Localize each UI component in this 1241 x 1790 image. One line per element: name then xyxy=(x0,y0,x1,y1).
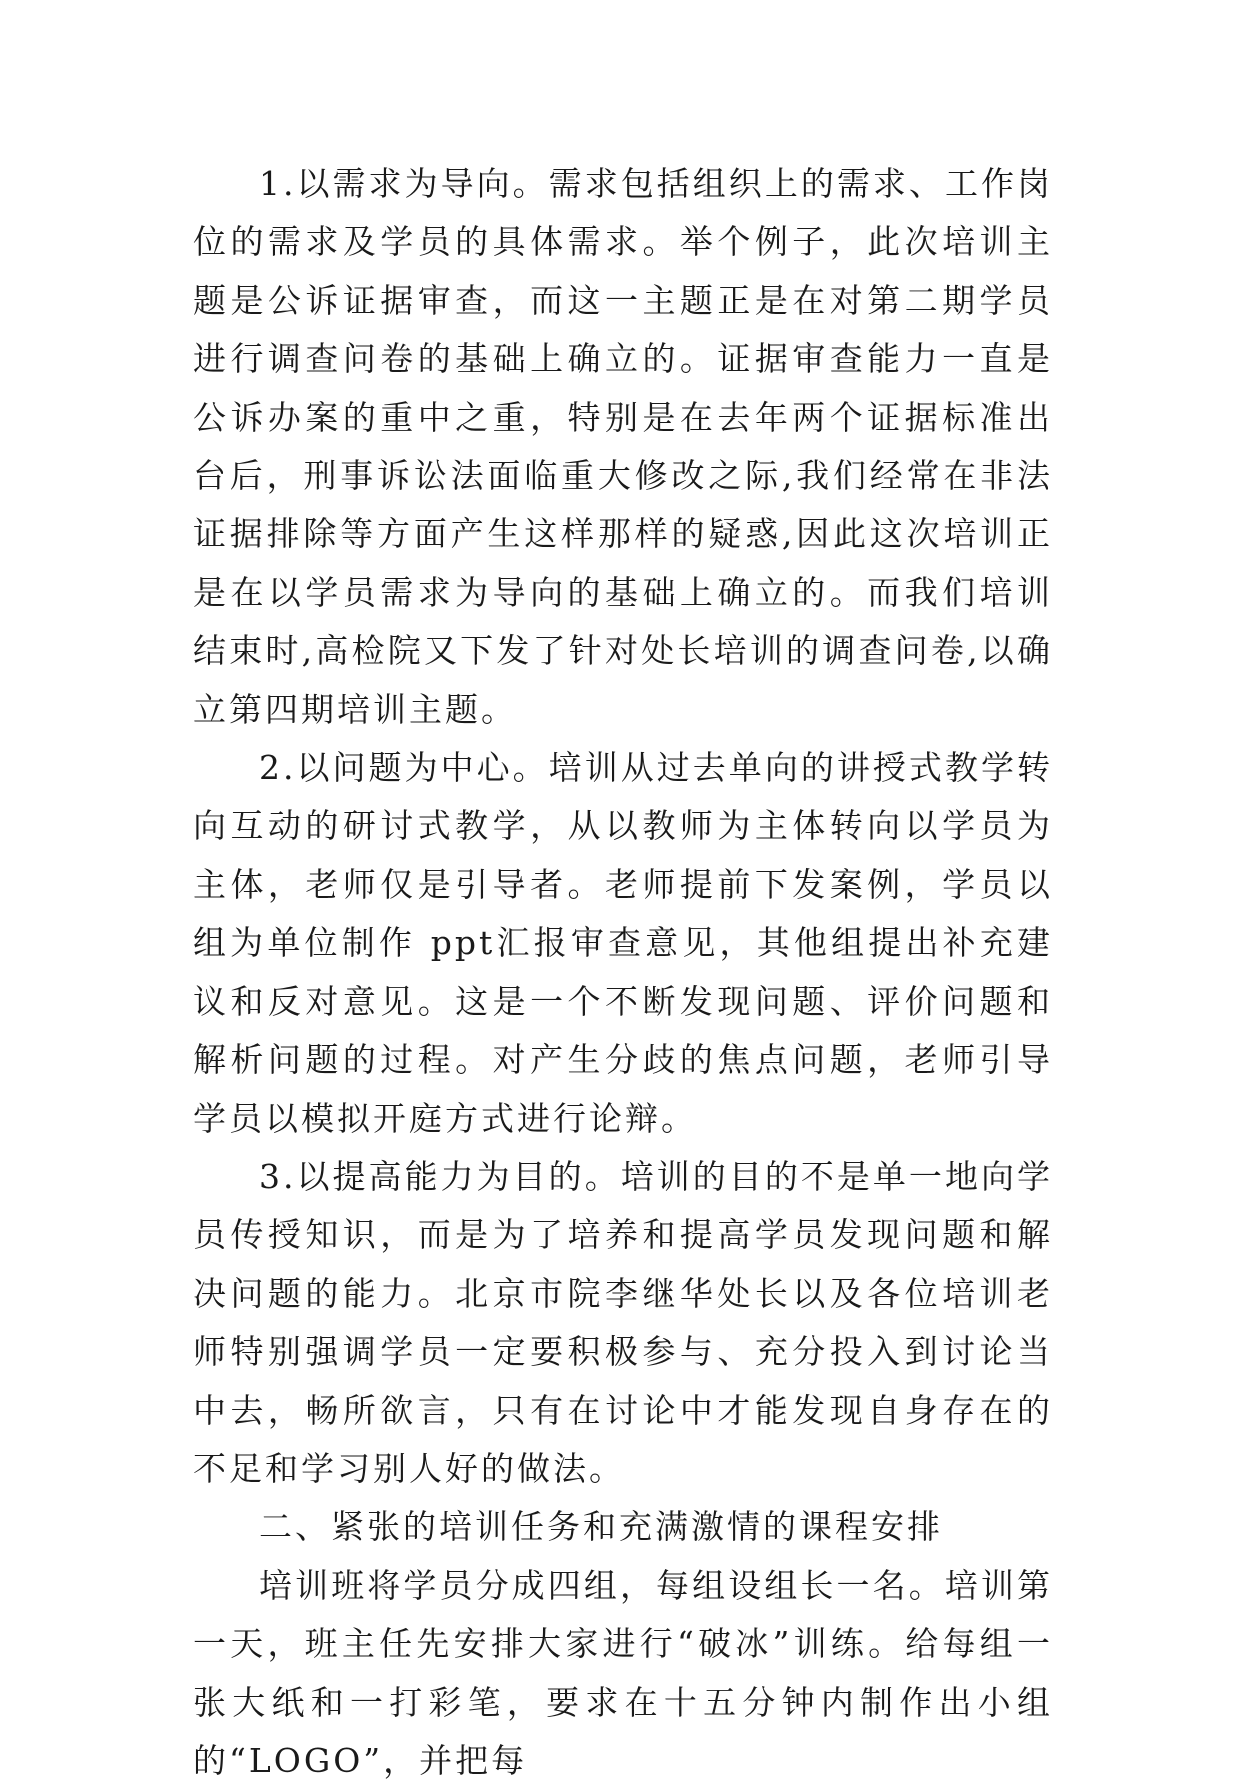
paragraph-ability-goal: 3.以提高能力为目的。培训的目的不是单一地向学员传授知识，而是为了培养和提高学员发现问题和解决问题的能力。北京市院李继华处长以及各位培训老师特别强调学员一定要积极参与、充分投入到讨论当中去，畅所欲言，只有在讨论中才能发现自身存在的不足和学习别人好的做法。 xyxy=(193,1156,1053,1488)
paragraph-demand-oriented: 1.以需求为导向。需求包括组织上的需求、工作岗位的需求及学员的具体需求。举个例子，此次培训主题是公诉证据审查，而这一主题正是在对第二期学员进行调查问卷的基础上确立的。证据审查能力一直是公诉办案的重中之重，特别是在去年两个证据标准出台后，刑事诉讼法面临重大修改之际,我们经常在非法证据排除等方面产生这样那样的疑惑,因此这次培训正是在以学员需求为导向的基础上确立的。而我们培训结束时,高检院又下发了针对处长培训的调查问卷,以确立第四期培训主题。 xyxy=(193,164,1053,729)
document-body xyxy=(193,155,1053,1790)
paragraph-training-groups: 培训班将学员分成四组，每组设组长一名。培训第一天，班主任先安排大家进行“破冰”训练。给每组一张大纸和一打彩笔，要求在十五分钟内制作出小组的“LOGO”，并把每 xyxy=(193,1565,1053,1780)
paragraph-problem-centered: 2.以问题为中心。培训从过去单向的讲授式教学转向互动的研讨式教学，从以教师为主体转向以学员为主体，老师仅是引导者。老师提前下发案例，学员以组为单位制作 ppt汇报审查意见，其他组提出补充建议和反对意见。这是一个不断发现问题、评价问题和解析问题的过程。对产生分歧的焦点问题，老师引导学员以模拟开庭方式进行论辩。 xyxy=(193,748,1053,1138)
section-heading: 二、紧张的培训任务和充满激情的课程安排 xyxy=(259,1507,943,1547)
